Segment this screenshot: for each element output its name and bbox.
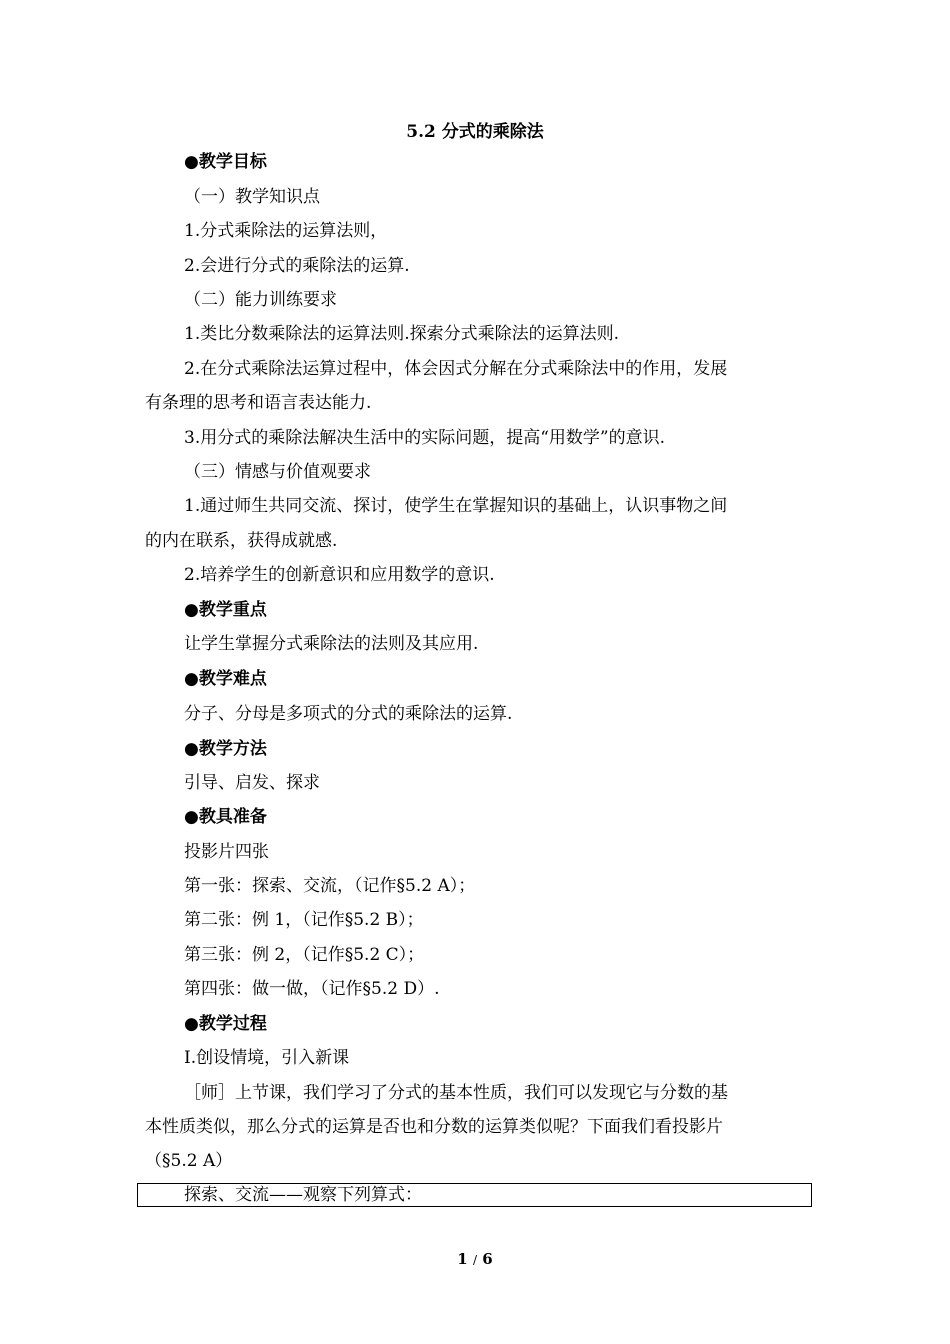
- section-heading-materials: ●教具准备: [184, 807, 267, 827]
- section-heading-objectives: ●教学目标: [184, 152, 267, 172]
- text-line: 2.在分式乘除法运算过程中，体会因式分解在分式乘除法中的作用，发展: [184, 359, 728, 379]
- text-line-continued: （§5.2 A）: [145, 1151, 233, 1171]
- text-line: 2.培养学生的创新意识和应用数学的意识.: [184, 565, 495, 585]
- current-page: 1: [457, 1250, 468, 1268]
- text-line: 第二张：例 1，（记作§5.2 B）；: [184, 910, 424, 930]
- box-text: 探索、交流——观察下列算式：: [184, 1185, 422, 1205]
- text-line-continued: 有条理的思考和语言表达能力.: [145, 393, 372, 413]
- exploration-box: [137, 1183, 812, 1207]
- subheading-ability: （二）能力训练要求: [184, 290, 337, 310]
- text-line: 让学生掌握分式乘除法的法则及其应用.: [184, 634, 479, 654]
- section-heading-difficulties: ●教学难点: [184, 669, 267, 689]
- text-line: 引导、启发、探求: [184, 773, 320, 793]
- page-title: 5.2 分式的乘除法: [406, 122, 544, 142]
- text-line: ［师］上节课，我们学习了分式的基本性质，我们可以发现它与分数的基: [184, 1083, 728, 1103]
- text-line: 1.类比分数乘除法的运算法则.探索分式乘除法的运算法则.: [184, 324, 620, 344]
- section-heading-methods: ●教学方法: [184, 739, 267, 759]
- text-line-continued: 本性质类似，那么分式的运算是否也和分数的运算类似呢？下面我们看投影片: [145, 1117, 723, 1137]
- text-line-continued: 的内在联系，获得成就感.: [145, 531, 338, 551]
- text-line: 第四张：做一做，（记作§5.2 D）.: [184, 979, 440, 999]
- text-line: Ⅰ.创设情境，引入新课: [184, 1048, 350, 1068]
- total-pages: 6: [482, 1250, 493, 1268]
- text-line: 第一张：探索、交流，（记作§5.2 A）；: [184, 876, 476, 896]
- text-line: 2.会进行分式的乘除法的运算.: [184, 256, 410, 276]
- text-line: 1.通过师生共同交流、探讨，使学生在掌握知识的基础上，认识事物之间: [184, 496, 728, 516]
- page-separator: /: [472, 1253, 478, 1267]
- section-heading-key-points: ●教学重点: [184, 600, 267, 620]
- text-line: 投影片四张: [184, 842, 269, 862]
- text-line: 第三张：例 2，（记作§5.2 C）；: [184, 945, 425, 965]
- subheading-emotion: （三）情感与价值观要求: [184, 462, 371, 482]
- page-number: [0, 1250, 950, 1268]
- text-line: 3.用分式的乘除法解决生活中的实际问题，提高“用数学”的意识.: [184, 428, 666, 448]
- section-heading-process: ●教学过程: [184, 1014, 267, 1034]
- text-line: 1.分式乘除法的运算法则，: [184, 221, 388, 241]
- subheading-knowledge: （一）教学知识点: [184, 187, 320, 207]
- text-line: 分子、分母是多项式的分式的乘除法的运算.: [184, 704, 513, 724]
